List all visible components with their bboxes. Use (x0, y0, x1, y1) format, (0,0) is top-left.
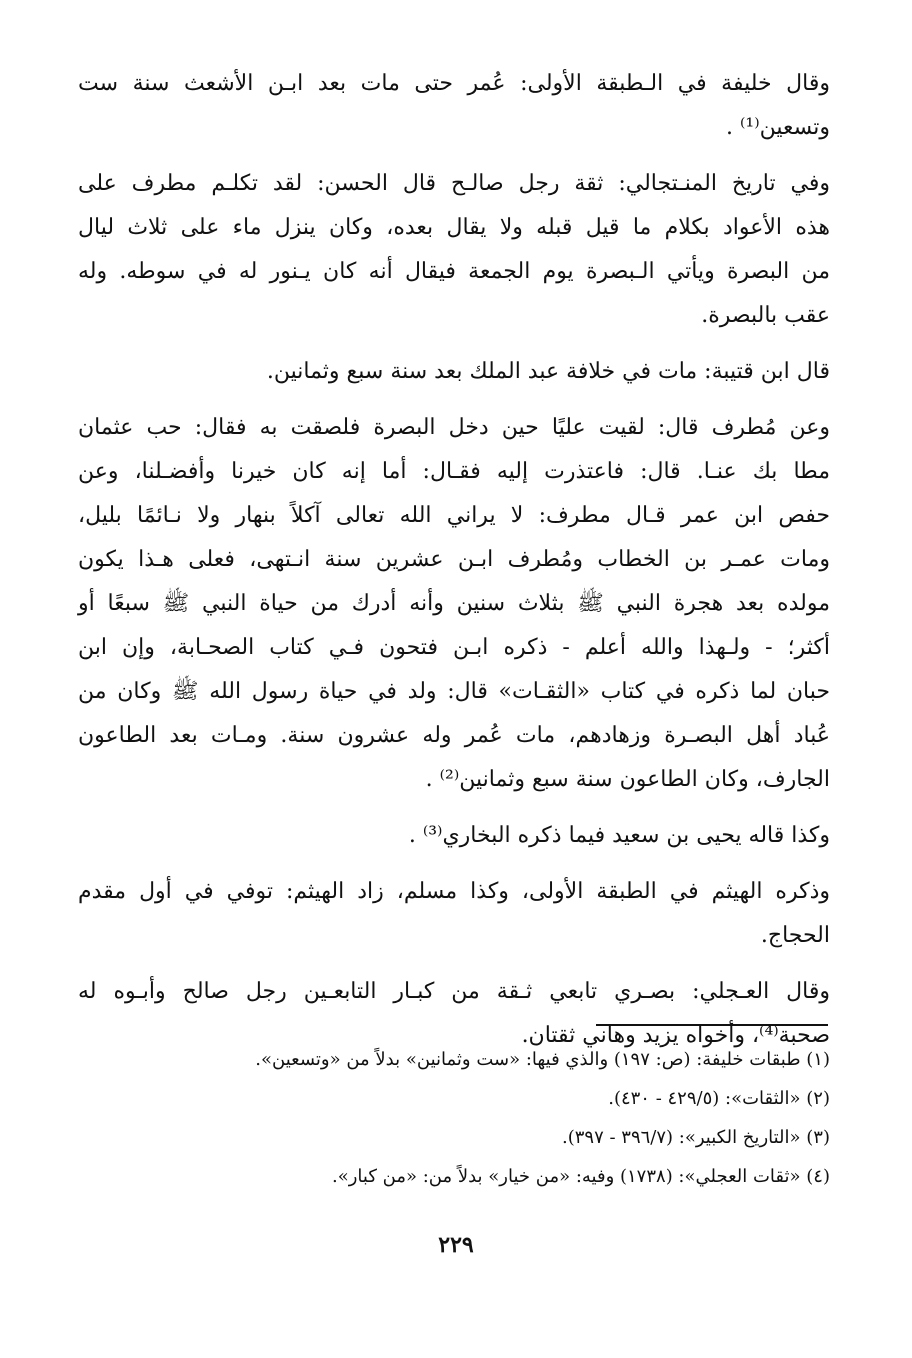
text-line: وتسعين⁽¹⁾ . (726, 115, 830, 140)
paragraph-4 (78, 406, 830, 802)
text-line: حفص ابن عمر قـال مطرف: لا يراني الله تعالى آكلاً بنهار ولا نـائمًا بليل، (78, 503, 830, 528)
text-line: أكثر؛ - ولـهذا والله أعلم - ذكره ابـن فتحون فـي كتاب الصحـابة، وإن ابن (78, 635, 830, 660)
main-text (78, 62, 830, 1070)
footnote-4: (٤) «ثقات العجلي»: (١٧٣٨) وفيه: «من خيار» بدلاً من: «من كبار». (331, 1166, 830, 1187)
footnote-1: (١) طبقات خليفة: (ص: ١٩٧) والذي فيها: «ست وثمانين» بدلاً من «وتسعين». (255, 1049, 830, 1070)
text-line: وكذا قاله يحيى بن سعيد فيما ذكره البخاري⁽³⁾ . (408, 823, 830, 848)
text-line: وقال العـجلي: بصـري تابعي ثـقة من كبـار التابعـين رجل صالح وأبـوه له (78, 979, 830, 1004)
text-line: وقال خليفة في الـطبقة الأولى: عُمر حتى مات بعد ابـن الأشعث سنة ست (78, 71, 830, 96)
text-line: الحجاج. (760, 923, 830, 948)
text-line: الجارف، وكان الطاعون سنة سبع وثمانين⁽²⁾ . (425, 767, 830, 792)
paragraph-5 (78, 814, 830, 858)
footnote-3: (٣) «التاريخ الكبير»: (٣٩٦/٧ - ٣٩٧). (562, 1127, 830, 1148)
text-line: عقب بالبصرة. (701, 303, 830, 328)
text-line: صحبة⁽⁴⁾، وأخواه يزيد وهاني ثقتان. (521, 1023, 830, 1048)
paragraph-2 (78, 162, 830, 338)
text-line: مولده بعد هجرة النبي ﷺ بثلاث سنين وأنه أدرك من حياة النبي ﷺ سبعًا أو (78, 591, 830, 616)
text-line: وفي تاريخ المنـتجالي: ثقة رجل صالـح قال الحسن: لقد تكلـم مطرف على (78, 171, 830, 196)
paragraph-1 (78, 62, 830, 150)
text-line: وذكره الهيثم في الطبقة الأولى، وكذا مسلم، زاد الهيثم: توفي في أول مقدم (78, 879, 830, 904)
text-line: حبان لما ذكره في كتاب «الثقـات» قال: ولد في حياة رسول الله ﷺ وكان من (78, 679, 830, 704)
text-line: من البصرة ويأتي الـبصرة يوم الجمعة فيقال أنه كان يـنور له في سوطه. وله (78, 259, 830, 284)
footnotes (78, 1040, 830, 1196)
text-line: ومات عمـر بن الخطاب ومُطرف ابـن عشرين سنة انـتهى، فعلى هـذا يكون (78, 547, 830, 572)
text-line: قال ابن قتيبة: مات في خلافة عبد الملك بعد سنة سبع وثمانين. (266, 359, 830, 384)
text-line: عُباد أهل البصـرة وزهادهم، مات عُمر وله عشرون سنة. ومـات بعد الطاعون (78, 723, 830, 748)
text-line: وعن مُطرف قال: لقيت عليًا حين دخل البصرة فلصقت به فقال: حب عثمان (78, 415, 830, 440)
paragraph-3 (78, 350, 830, 394)
paragraph-6 (78, 870, 830, 958)
page-number: ٢٢٩ (438, 1232, 474, 1258)
footnote-separator (596, 1024, 828, 1026)
footnote-2: (٢) «الثقات»: (٤٢٩/٥ - ٤٣٠). (608, 1088, 830, 1109)
text-line: هذه الأعواد بكلام ما قيل قبله ولا يقال بعده، وكان ينزل ماء على ثلاث ليال (78, 215, 830, 240)
text-line: مطا بك عنـا. قال: فاعتذرت إليه فقـال: أما إنه كان خيرنا وأفضـلنا، وعن (78, 459, 830, 484)
